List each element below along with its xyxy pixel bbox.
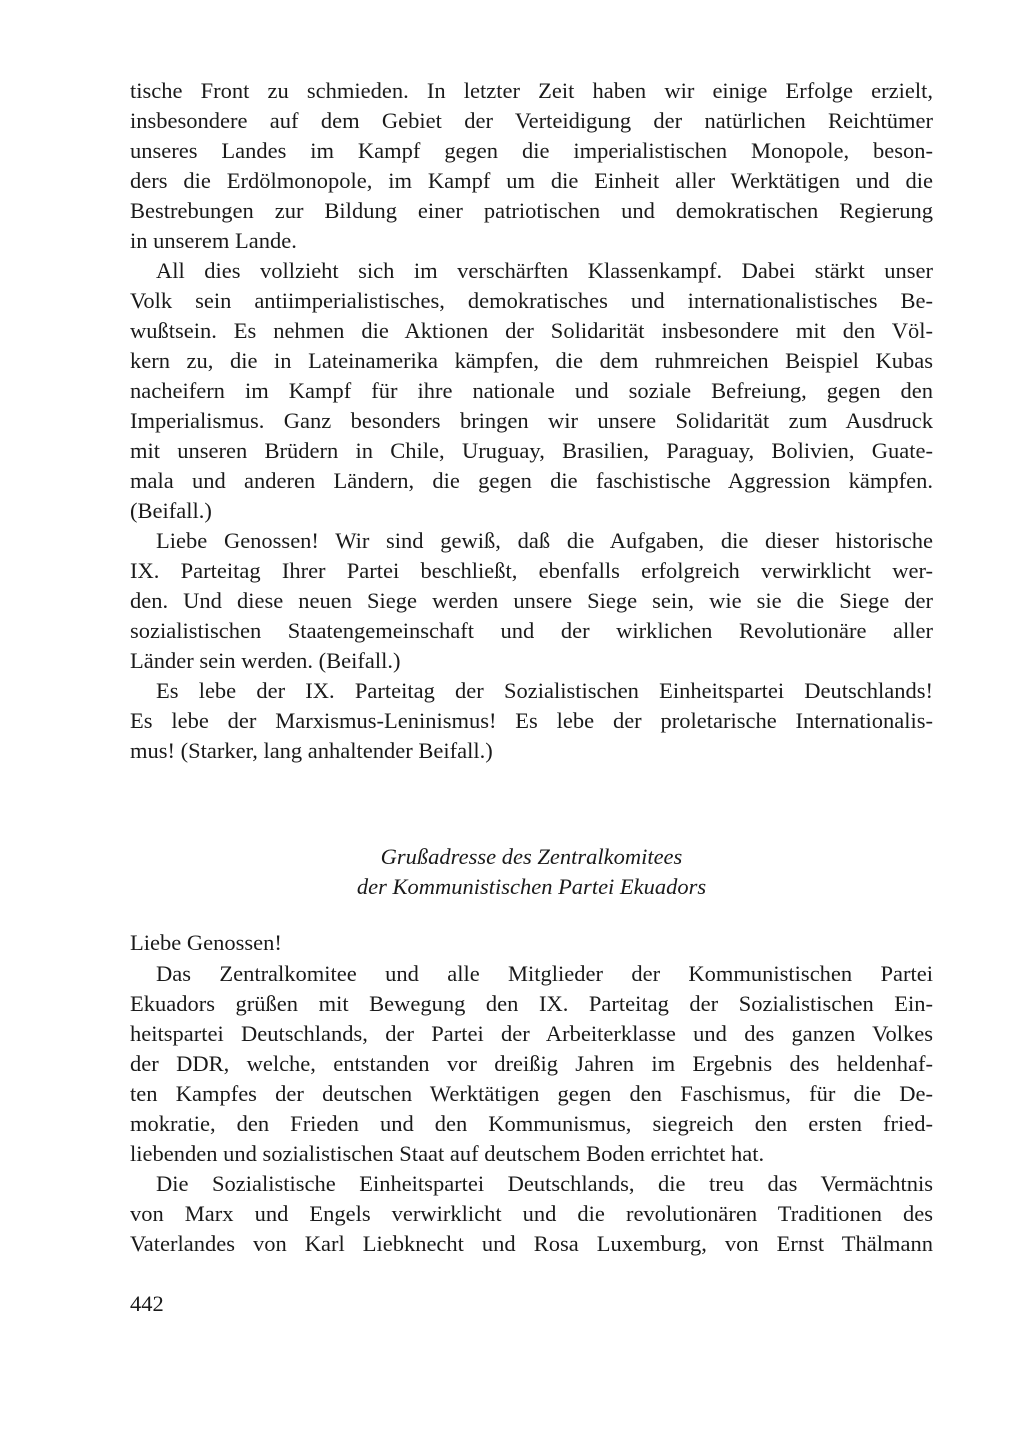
text-line: Bestrebungen zur Bildung einer patriotischen und demokratischen Regierung — [130, 198, 933, 223]
text-line: in unserem Lande. — [130, 228, 297, 253]
text-line: All dies vollzieht sich im verschärften Klassenkampf. Dabei stärkt unser — [156, 258, 933, 283]
text-line: mala und anderen Ländern, die gegen die faschistische Aggression kämpfen. — [130, 468, 933, 493]
text-line: sozialistischen Staatengemeinschaft und der wirklichen Revolutionäre aller — [130, 618, 933, 643]
text-line: Ekuadors grüßen mit Bewegung den IX. Parteitag der Sozialistischen Ein- — [130, 991, 933, 1016]
text-line: liebenden und sozialistischen Staat auf deutschem Boden errichtet hat. — [130, 1141, 765, 1166]
text-line: Liebe Genossen! Wir sind gewiß, daß die Aufgaben, die dieser historische — [156, 528, 933, 553]
body-text-section-2 — [130, 959, 933, 1259]
salutation: Liebe Genossen! — [130, 930, 282, 955]
text-line: IX. Parteitag Ihrer Partei beschließt, ebenfalls erfolgreich verwirklicht wer- — [130, 558, 933, 583]
text-line: Länder sein werden. (Beifall.) — [130, 648, 401, 673]
text-line: den. Und diese neuen Siege werden unsere Siege sein, wie sie die Siege der — [130, 588, 933, 613]
text-line: mit unseren Brüdern in Chile, Uruguay, Brasilien, Paraguay, Bolivien, Guate- — [130, 438, 933, 463]
text-line: tische Front zu schmieden. In letzter Zeit haben wir einige Erfolge erzielt, — [130, 78, 933, 103]
text-line: Volk sein antiimperialistisches, demokratisches und internationalistisches Be- — [130, 288, 933, 313]
heading-line-1: Grußadresse des Zentralkomitees — [380, 844, 683, 869]
text-line: unseres Landes im Kampf gegen die imperialistischen Monopole, beson- — [130, 138, 933, 163]
text-line: mokratie, den Frieden und den Kommunismus, siegreich den ersten fried- — [130, 1111, 933, 1136]
text-line: insbesondere auf dem Gebiet der Verteidigung der natürlichen Reichtümer — [130, 108, 933, 133]
text-line: von Marx und Engels verwirklicht und die revolutionären Traditionen des — [130, 1201, 933, 1226]
text-line: der DDR, welche, entstanden vor dreißig Jahren im Ergebnis des heldenhaf- — [130, 1051, 933, 1076]
text-line: ders die Erdölmonopole, im Kampf um die Einheit aller Werktätigen und die — [130, 168, 933, 193]
page-number: 442 — [130, 1291, 164, 1316]
heading-line-2: der Kommunistischen Partei Ekuadors — [356, 874, 707, 899]
section-heading — [130, 842, 933, 902]
text-line: Das Zentralkomitee und alle Mitglieder der Kommunistischen Partei — [156, 961, 933, 986]
text-line: heitspartei Deutschlands, der Partei der Arbeiterklasse und des ganzen Volkes — [130, 1021, 933, 1046]
text-line: Es lebe der Marxismus-Leninismus! Es lebe der proletarische Internationalis- — [130, 708, 933, 733]
text-line: nacheifern im Kampf für ihre nationale und soziale Befreiung, gegen den — [130, 378, 933, 403]
text-line: wußtsein. Es nehmen die Aktionen der Solidarität insbesondere mit den Völ- — [130, 318, 933, 343]
text-line: mus! (Starker, lang anhaltender Beifall.) — [130, 738, 493, 763]
body-text-section-1 — [130, 76, 933, 766]
text-line: (Beifall.) — [130, 498, 212, 523]
text-line: Imperialismus. Ganz besonders bringen wir unsere Solidarität zum Ausdruck — [130, 408, 933, 433]
text-line: kern zu, die in Lateinamerika kämpfen, die dem ruhmreichen Beispiel Kubas — [130, 348, 933, 373]
text-line: ten Kampfes der deutschen Werktätigen gegen den Faschismus, für die De- — [130, 1081, 933, 1106]
text-line: Vaterlandes von Karl Liebknecht und Rosa Luxemburg, von Ernst Thälmann — [130, 1231, 933, 1256]
text-line: Die Sozialistische Einheitspartei Deutschlands, die treu das Vermächtnis — [156, 1171, 933, 1196]
text-line: Es lebe der IX. Parteitag der Sozialistischen Einheitspartei Deutschlands! — [156, 678, 933, 703]
